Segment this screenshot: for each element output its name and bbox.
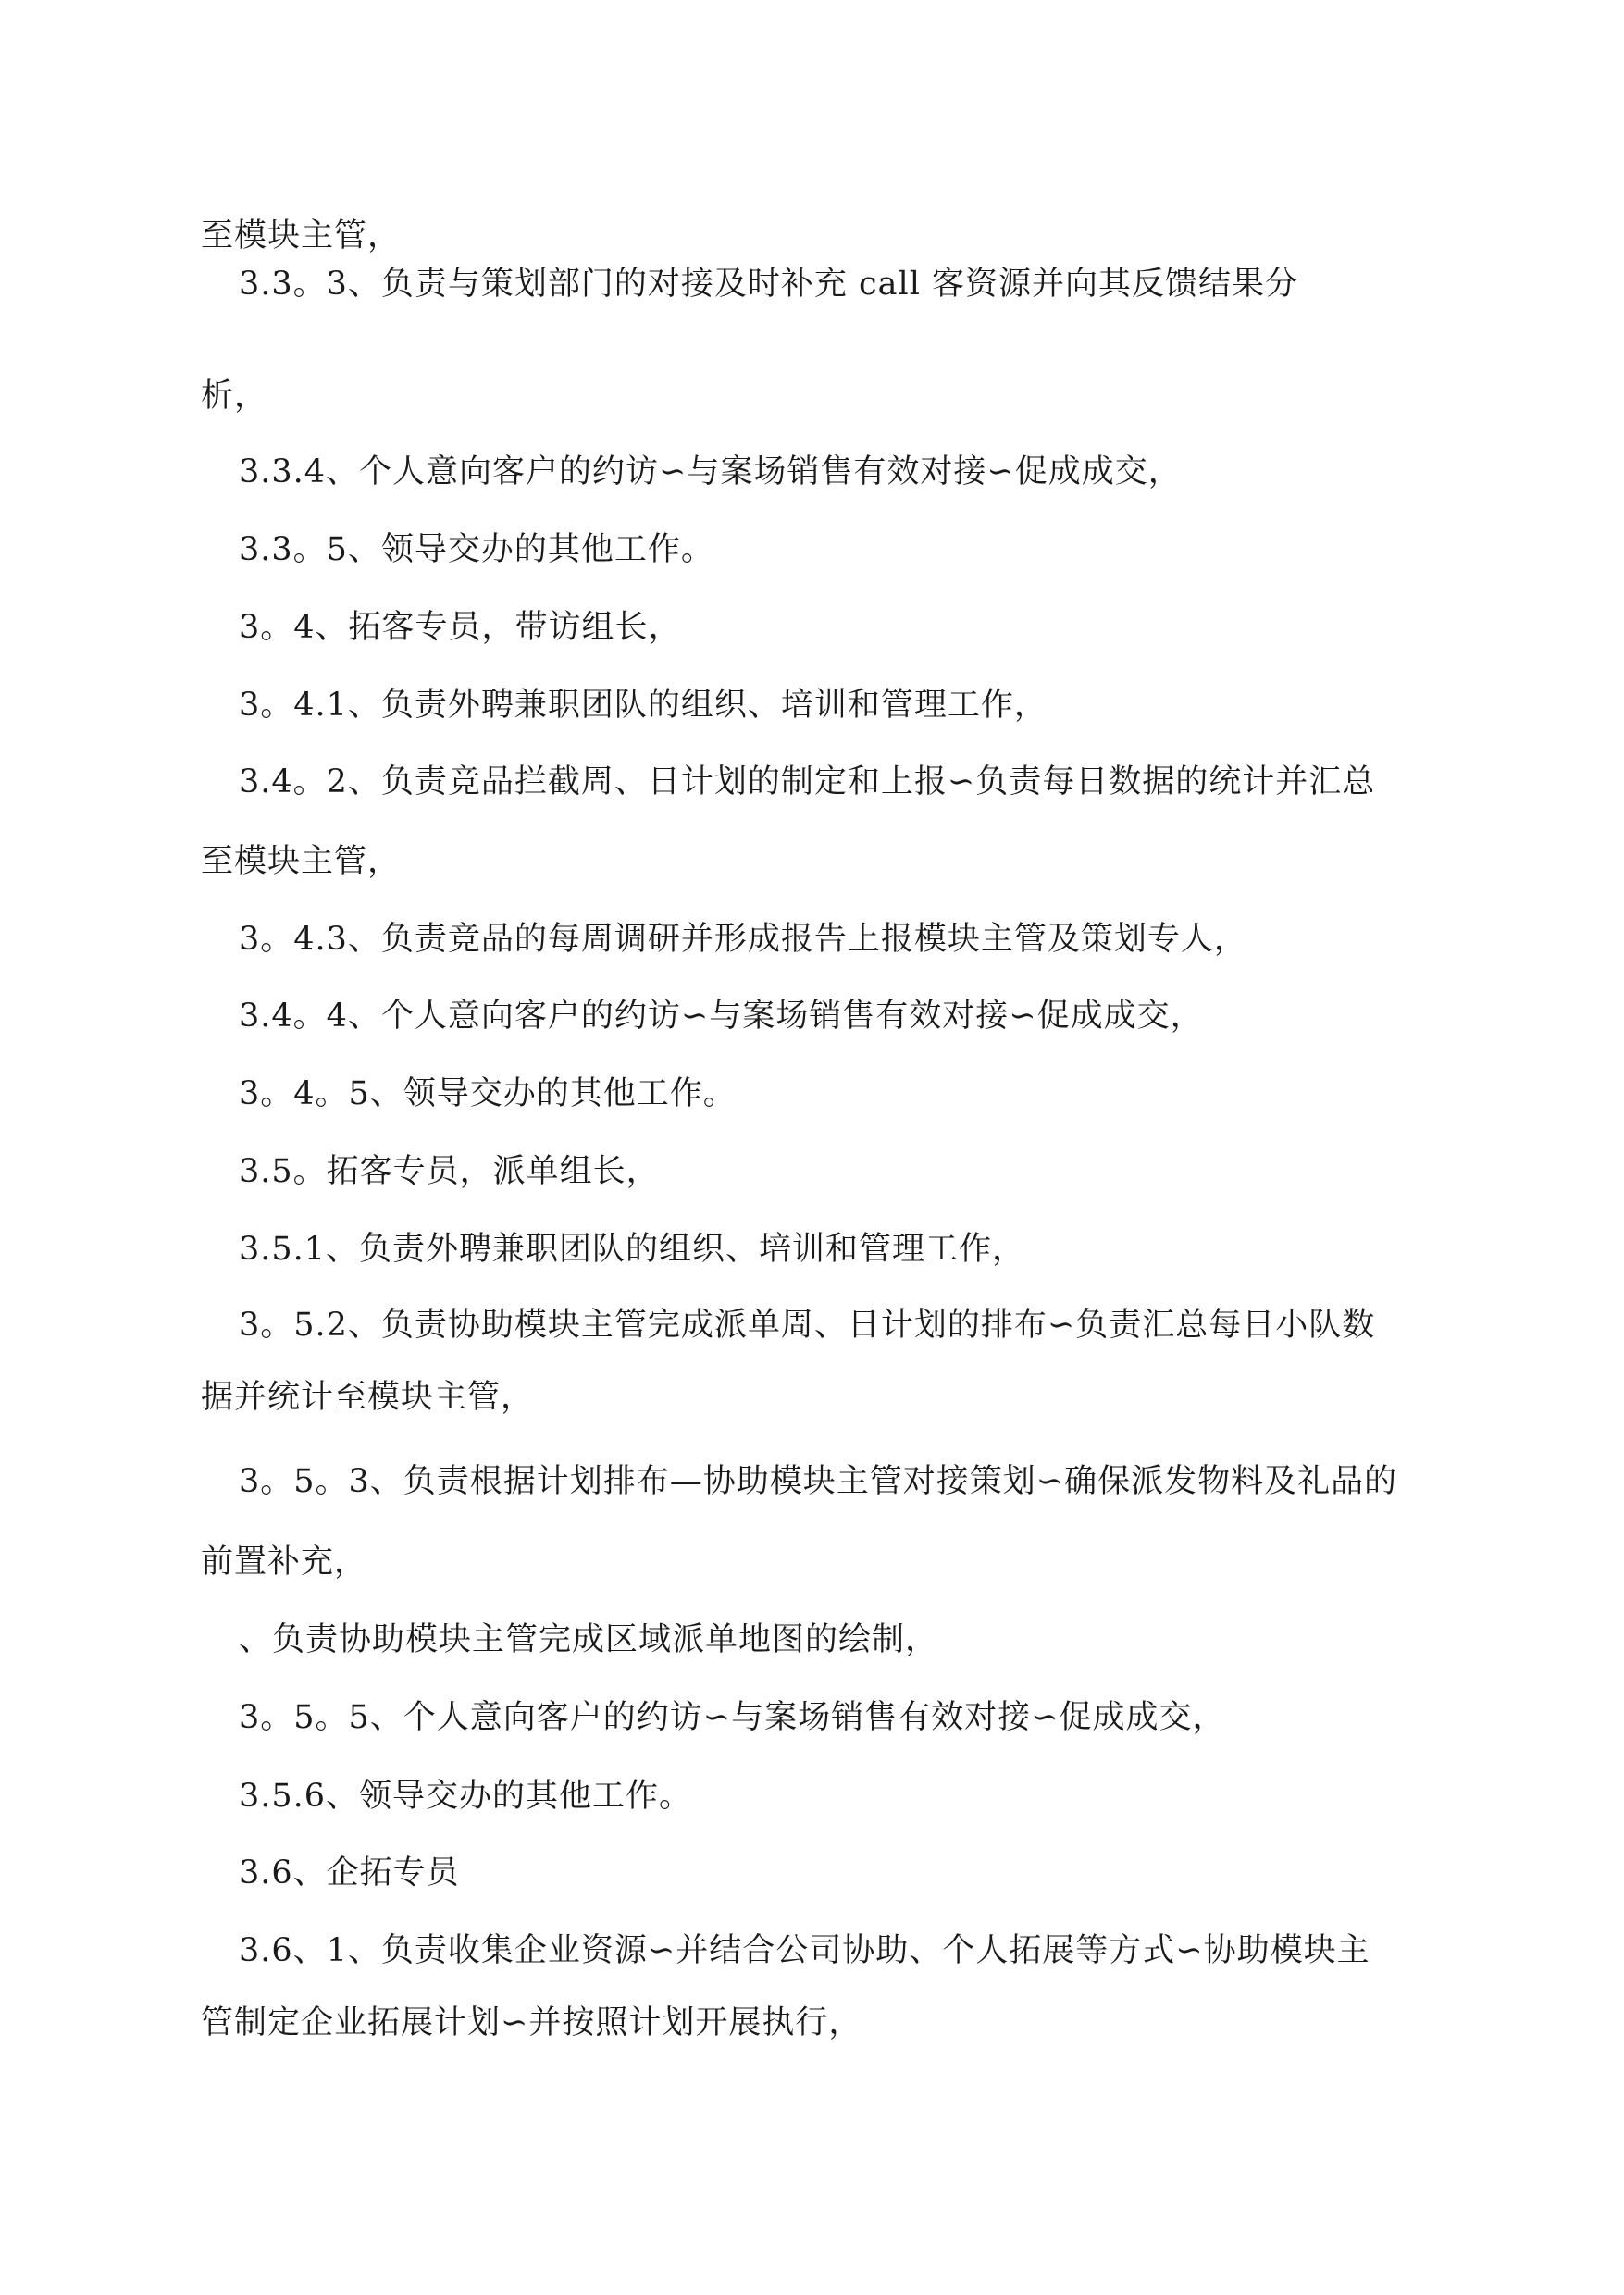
text-line: 前置补充， (201, 1544, 368, 1581)
text-line: 3。4、拓客专员，带访组长， (239, 609, 682, 646)
text-line: 3。4。5、领导交办的其他工作。 (239, 1075, 737, 1112)
text-line: 3.5。拓客专员，派单组长， (239, 1153, 660, 1190)
text-line: 3.6、1、负责收集企业资源∽并结合公司协助、个人拓展等方式∽协助模块主 (239, 1932, 1370, 1969)
text-line: 析， (201, 378, 268, 415)
text-line: 3。4.1、负责外聘兼职团队的组织、培训和管理工作， (239, 687, 1048, 724)
text-line: 3。5.2、负责协助模块主管完成派单周、日计划的排布∽负责汇总每日小队数 (239, 1307, 1376, 1344)
text-line: 至模块主管， (201, 843, 402, 880)
text-line: 至模块主管， (201, 217, 402, 254)
text-line: 3.5.6、领导交办的其他工作。 (239, 1778, 693, 1815)
text-line: 3.4。2、负责竞品拦截周、日计划的制定和上报∽负责每日数据的统计并汇总 (239, 763, 1376, 800)
text-line: 3。5。5、个人意向客户的约访∽与案场销售有效对接∽促成成交， (239, 1699, 1226, 1736)
text-line: 、负责协助模块主管完成区域派单地图的绘制， (239, 1621, 939, 1658)
text-line: 3.3。3、负责与策划部门的对接及时补充 call 客资源并向其反馈结果分 (239, 266, 1299, 303)
text-line: 3.3.4、个人意向客户的约访∽与案场销售有效对接∽促成成交， (239, 453, 1182, 490)
text-line: 3。5。3、负责根据计划排布—协助模块主管对接策划∽确保派发物料及礼品的 (239, 1463, 1398, 1500)
text-line: 3.5.1、负责外聘兼职团队的组织、培训和管理工作， (239, 1231, 1026, 1268)
text-line: 据并统计至模块主管， (201, 1379, 535, 1416)
text-line: 3。4.3、负责竞品的每周调研并形成报告上报模块主管及策划专人， (239, 921, 1247, 958)
text-line: 3.6、企拓专员 (239, 1855, 460, 1892)
text-line: 3.4。4、个人意向客户的约访∽与案场销售有效对接∽促成成交， (239, 998, 1204, 1035)
text-line: 管制定企业拓展计划∽并按照计划开展执行， (201, 2004, 862, 2041)
text-line: 3.3。5、领导交办的其他工作。 (239, 531, 714, 568)
